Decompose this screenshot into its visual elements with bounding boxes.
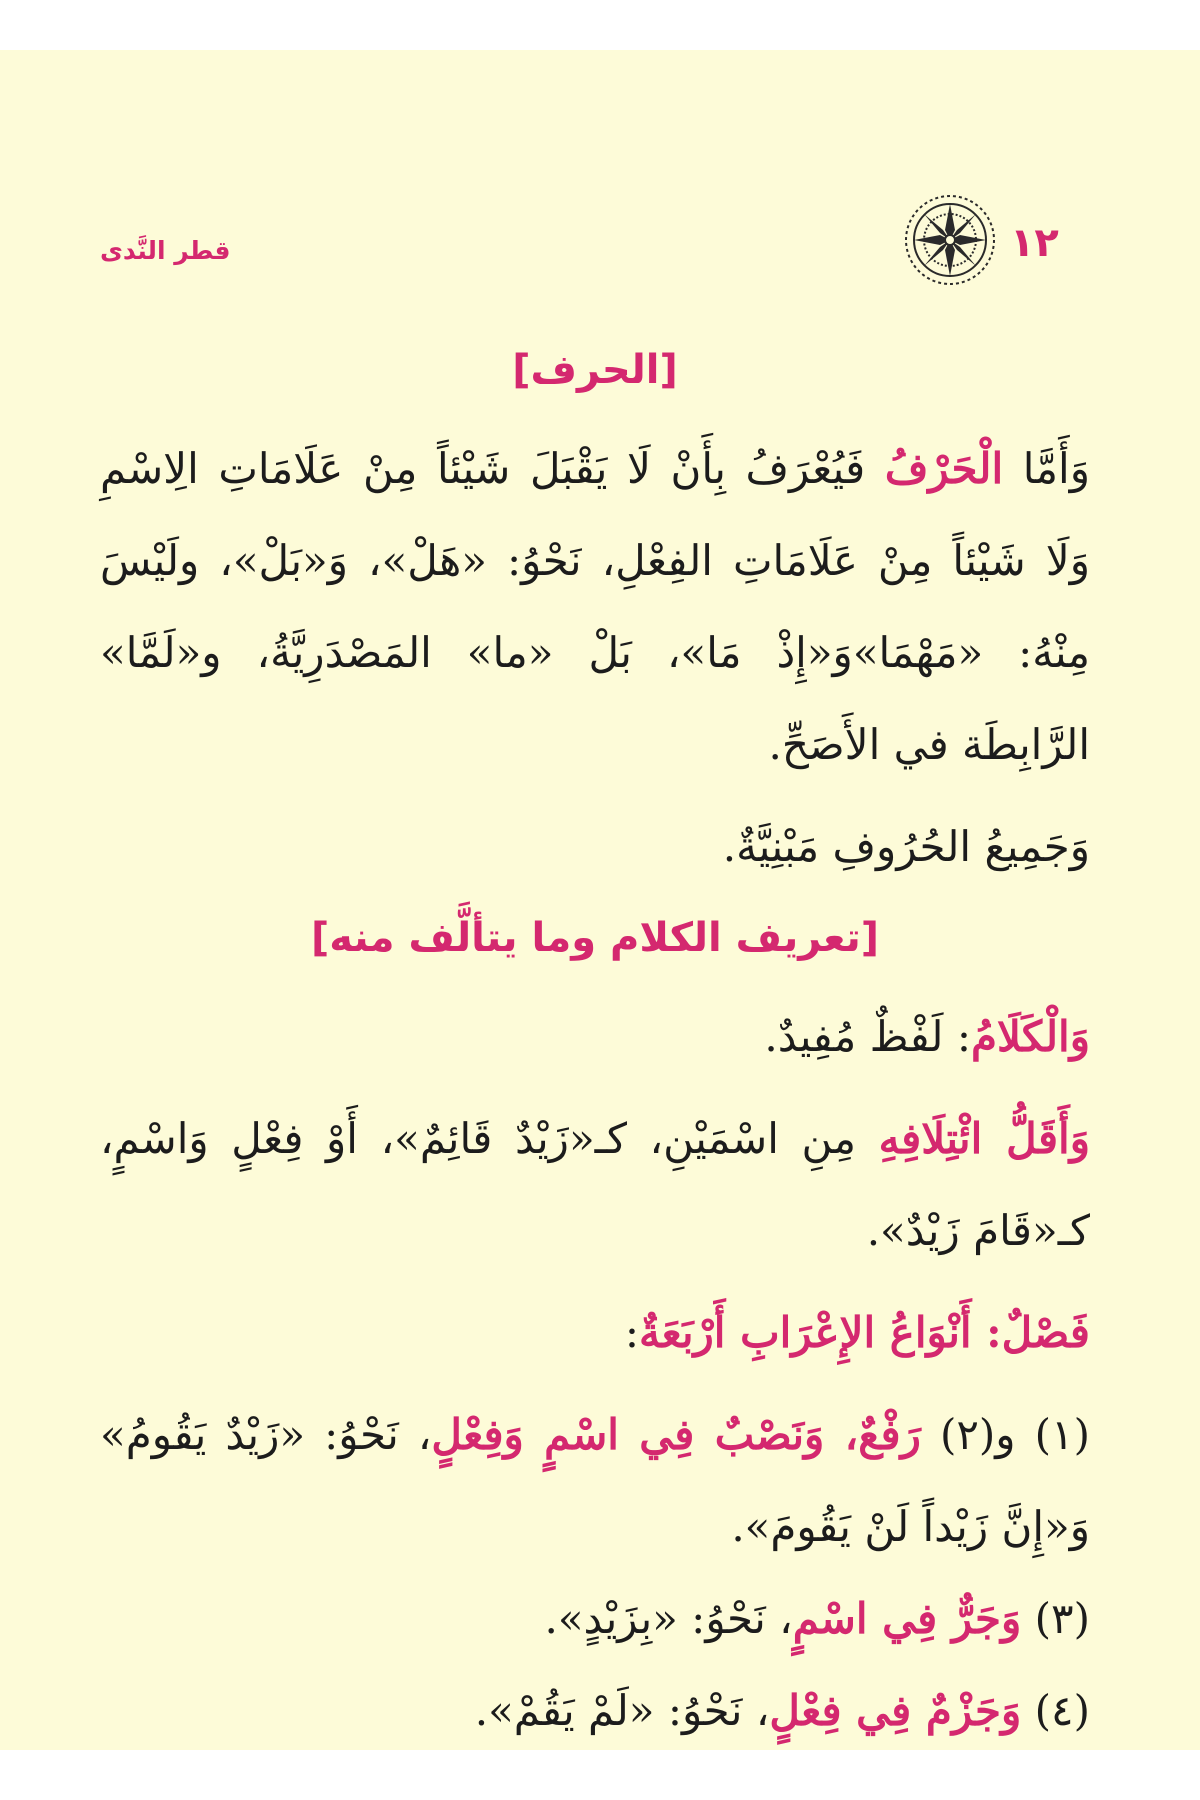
text-run: (٤) <box>1021 1686 1090 1735</box>
paragraph-kalam-minimum <box>100 1093 1090 1277</box>
list-item-irab-4 <box>100 1665 1090 1757</box>
text-run: مِنِ اسْمَيْنِ، كـ«زَيْدٌ قَائِمٌ»، أَوْ فِعْلٍ وَاسْمٍ، كـ«قَامَ زَيْدٌ». <box>100 1114 1090 1255</box>
text-run: ، نَحْوُ: «زَيْدٌ يَقُومُ» وَ«إِنَّ زَيْداً لَنْ يَقُومَ». <box>100 1410 1090 1551</box>
list-item-irab-3 <box>100 1573 1090 1665</box>
page-content <box>100 335 1090 1757</box>
text-run: : لَفْظٌ مُفِيدٌ. <box>764 1012 971 1061</box>
paragraph-harf-definition <box>100 423 1090 791</box>
page-header <box>0 190 1200 300</box>
highlight-term: وَالْكَلَامُ <box>970 1012 1090 1061</box>
highlight-term: فَصْلٌ: أَنْوَاعُ الإِعْرَابِ أَرْبَعَةٌ <box>639 1308 1090 1357</box>
text-run: (١) و(٢) <box>920 1410 1090 1459</box>
book-title: قطر النَّدى <box>100 236 231 265</box>
list-item-irab-1-2 <box>100 1389 1090 1573</box>
highlight-term: الْحَرْفُ <box>884 444 1004 493</box>
text-run: ، نَحْوُ: «لَمْ يَقُمْ». <box>474 1686 770 1735</box>
section-heading-kalam: [تعريف الكلام وما يتألَّف منه] <box>310 915 880 961</box>
highlight-term: وَجَزْمٌ فِي فِعْلٍ <box>769 1686 1022 1735</box>
paragraph-kalam-definition <box>100 991 1090 1083</box>
highlight-term: وَأَقَلُّ ائْتِلَافِهِ <box>878 1114 1090 1163</box>
page-number: ١٢ <box>1010 220 1059 266</box>
text-run: ، نَحْوُ: «بِزَيْدٍ». <box>544 1594 793 1643</box>
text-run: فَيُعْرَفُ بِأَنْ لَا يَقْبَلَ شَيْئاً مِنْ عَلَامَاتِ الِاسْمِ وَلَا شَيْئاً مِنْ عَلَامَاتِ الفِعْلِ، نَحْوُ: «هَلْ»، وَ«بَلْ»، ولَيْسَ مِنْهُ: «مَهْمَا»وَ«إِذْ مَا»، بَلْ «ما» المَصْدَرِيَّةُ، و«لَمَّا» الرَّابِطَة في الأَصَحِّ. <box>100 444 1090 769</box>
text-run: (٣) <box>1021 1594 1090 1643</box>
section-heading-irab <box>100 1287 1090 1379</box>
book-page <box>0 50 1200 1750</box>
floral-rosette-icon <box>900 190 1000 290</box>
highlight-term: رَفْعٌ، وَنَصْبٌ فِي اسْمٍ وَفِعْلٍ <box>431 1410 921 1459</box>
text-run: : <box>624 1308 640 1357</box>
highlight-term: وَجَرٌّ فِي اسْمٍ <box>792 1594 1022 1643</box>
section-heading-harf: [الحرف] <box>512 347 678 393</box>
text-run: وَأَمَّا <box>1003 444 1090 493</box>
paragraph-harf-built: وَجَمِيعُ الحُرُوفِ مَبْنِيَّةٌ. <box>722 822 1090 871</box>
